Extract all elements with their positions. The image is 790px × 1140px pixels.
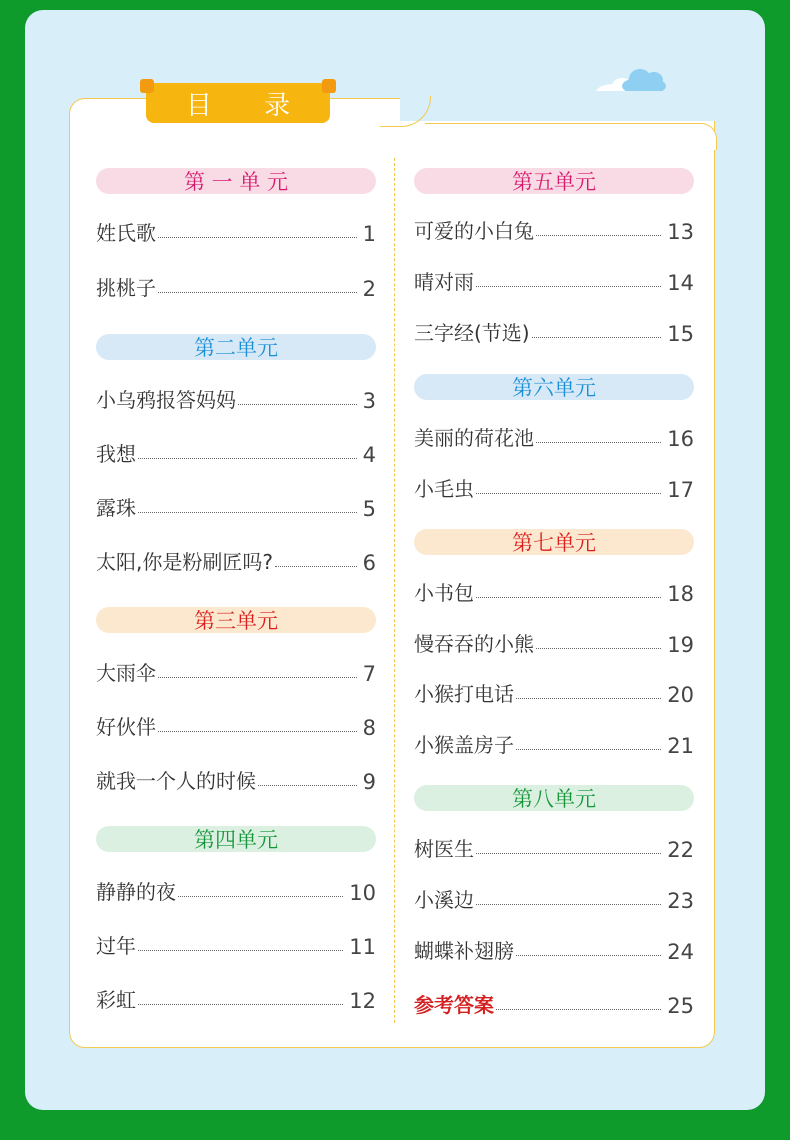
toc-entry[interactable]	[96, 875, 376, 905]
dot-leader	[516, 698, 661, 699]
unit-heading: 第二单元	[96, 334, 376, 360]
unit-heading: 第六单元	[414, 374, 694, 400]
toc-entry-page-number: 18	[667, 582, 694, 606]
dot-leader	[536, 235, 661, 236]
toc-entry-page-number: 6	[362, 551, 376, 575]
toc-entry[interactable]	[96, 216, 376, 246]
toc-entry[interactable]	[96, 271, 376, 301]
toc-entry-page-number: 1	[362, 222, 376, 246]
toc-entry-page-number: 17	[667, 478, 694, 502]
toc-entry-page-number: 21	[667, 734, 694, 758]
card-notch	[400, 91, 720, 121]
dot-leader	[158, 237, 357, 238]
toc-entry-page-number: 4	[362, 443, 376, 467]
unit-heading: 第四单元	[96, 826, 376, 852]
dot-leader	[476, 853, 661, 854]
toc-entry-title: 就我一个人的时候	[96, 769, 256, 793]
toc-entry-title: 过年	[96, 934, 136, 958]
toc-entry-page-number: 9	[362, 770, 376, 794]
dot-leader	[158, 677, 357, 678]
tab-ear-right	[322, 79, 336, 93]
dot-leader	[138, 950, 343, 951]
toc-entry[interactable]	[96, 929, 376, 959]
dot-leader	[275, 566, 357, 567]
card-notch-line	[425, 123, 697, 124]
dot-leader	[138, 1004, 343, 1005]
dot-leader	[476, 493, 661, 494]
column-divider	[394, 158, 395, 1023]
dot-leader	[258, 785, 357, 786]
toc-entry-title: 慢吞吞的小熊	[414, 632, 534, 656]
toc-entry-page-number: 19	[667, 633, 694, 657]
toc-entry[interactable]	[414, 934, 694, 964]
toc-entry-page-number: 10	[349, 881, 376, 905]
toc-entry[interactable]	[96, 437, 376, 467]
toc-entry-page-number: 25	[667, 994, 694, 1018]
toc-entry[interactable]	[414, 214, 694, 244]
toc-entry-title: 彩虹	[96, 988, 136, 1012]
toc-entry-title: 小毛虫	[414, 477, 474, 501]
toc-entry-title: 树医生	[414, 837, 474, 861]
toc-entry-title: 露珠	[96, 496, 136, 520]
toc-entry-page-number: 5	[362, 497, 376, 521]
toc-entry[interactable]	[414, 265, 694, 295]
toc-entry-title: 晴对雨	[414, 270, 474, 294]
toc-entry-title: 三字经(节选)	[414, 321, 530, 345]
toc-entry-title: 小书包	[414, 581, 474, 605]
toc-entry[interactable]	[96, 983, 376, 1013]
toc-entry[interactable]	[414, 576, 694, 606]
dot-leader	[532, 337, 662, 338]
toc-entry-title: 大雨伞	[96, 661, 156, 685]
dot-leader	[138, 512, 357, 513]
toc-entry-page-number: 7	[362, 662, 376, 686]
contents-title-tab	[146, 83, 330, 123]
dot-leader	[536, 648, 661, 649]
dot-leader	[516, 749, 661, 750]
toc-entry-title: 小乌鸦报答妈妈	[96, 388, 236, 412]
toc-entry[interactable]	[414, 677, 694, 707]
toc-entry[interactable]	[414, 627, 694, 657]
dot-leader	[496, 1009, 661, 1010]
unit-heading: 第 一 单 元	[96, 168, 376, 194]
toc-entry-page-number: 12	[349, 989, 376, 1013]
toc-entry-title: 挑桃子	[96, 276, 156, 300]
toc-entry-page-number: 14	[667, 271, 694, 295]
toc-entry-page-number: 8	[362, 716, 376, 740]
page-title: 目 录	[185, 90, 313, 121]
unit-heading: 第三单元	[96, 607, 376, 633]
toc-entry-title: 美丽的荷花池	[414, 426, 534, 450]
toc-entry-title: 静静的夜	[96, 880, 176, 904]
toc-entry[interactable]	[96, 383, 376, 413]
toc-entry-title: 姓氏歌	[96, 221, 156, 245]
toc-entry[interactable]	[414, 883, 694, 913]
toc-entry-page-number: 22	[667, 838, 694, 862]
dot-leader	[476, 286, 661, 287]
toc-entry-page-number: 16	[667, 427, 694, 451]
toc-entry[interactable]	[96, 545, 376, 575]
toc-entry[interactable]	[414, 472, 694, 502]
toc-entry[interactable]	[414, 728, 694, 758]
toc-entry-page-number: 13	[667, 220, 694, 244]
toc-entry-title: 蝴蝶补翅膀	[414, 939, 514, 963]
dot-leader	[138, 458, 357, 459]
toc-entry-title: 参考答案	[414, 993, 494, 1017]
toc-entry[interactable]	[414, 832, 694, 862]
toc-entry[interactable]	[96, 764, 376, 794]
toc-entry-page-number: 23	[667, 889, 694, 913]
toc-entry-page-number: 20	[667, 683, 694, 707]
toc-entry-title: 小溪边	[414, 888, 474, 912]
dot-leader	[178, 896, 343, 897]
dot-leader	[476, 904, 661, 905]
toc-entry-title: 小猴盖房子	[414, 733, 514, 757]
dot-leader	[536, 442, 661, 443]
toc-entry-page-number: 11	[349, 935, 376, 959]
unit-heading: 第八单元	[414, 785, 694, 811]
toc-entry-page-number: 3	[362, 389, 376, 413]
toc-entry-page-number: 24	[667, 940, 694, 964]
dot-leader	[158, 731, 357, 732]
toc-entry-title: 可爱的小白兔	[414, 219, 534, 243]
tab-ear-left	[140, 79, 154, 93]
unit-heading: 第五单元	[414, 168, 694, 194]
toc-entry[interactable]	[96, 710, 376, 740]
answer-key-entry[interactable]	[414, 988, 694, 1018]
dot-leader	[158, 292, 357, 293]
toc-entry-title: 小猴打电话	[414, 682, 514, 706]
toc-entry-page-number: 2	[362, 277, 376, 301]
dot-leader	[238, 404, 357, 405]
toc-entry[interactable]	[96, 656, 376, 686]
toc-entry-page-number: 15	[667, 322, 694, 346]
dot-leader	[476, 597, 661, 598]
toc-entry-title: 好伙伴	[96, 715, 156, 739]
toc-entry-title: 我想	[96, 442, 136, 466]
toc-entry-title: 太阳,你是粉刷匠吗?	[96, 550, 273, 574]
toc-entry[interactable]	[414, 421, 694, 451]
dot-leader	[516, 955, 661, 956]
unit-heading: 第七单元	[414, 529, 694, 555]
toc-entry[interactable]	[96, 491, 376, 521]
toc-entry[interactable]	[414, 316, 694, 346]
